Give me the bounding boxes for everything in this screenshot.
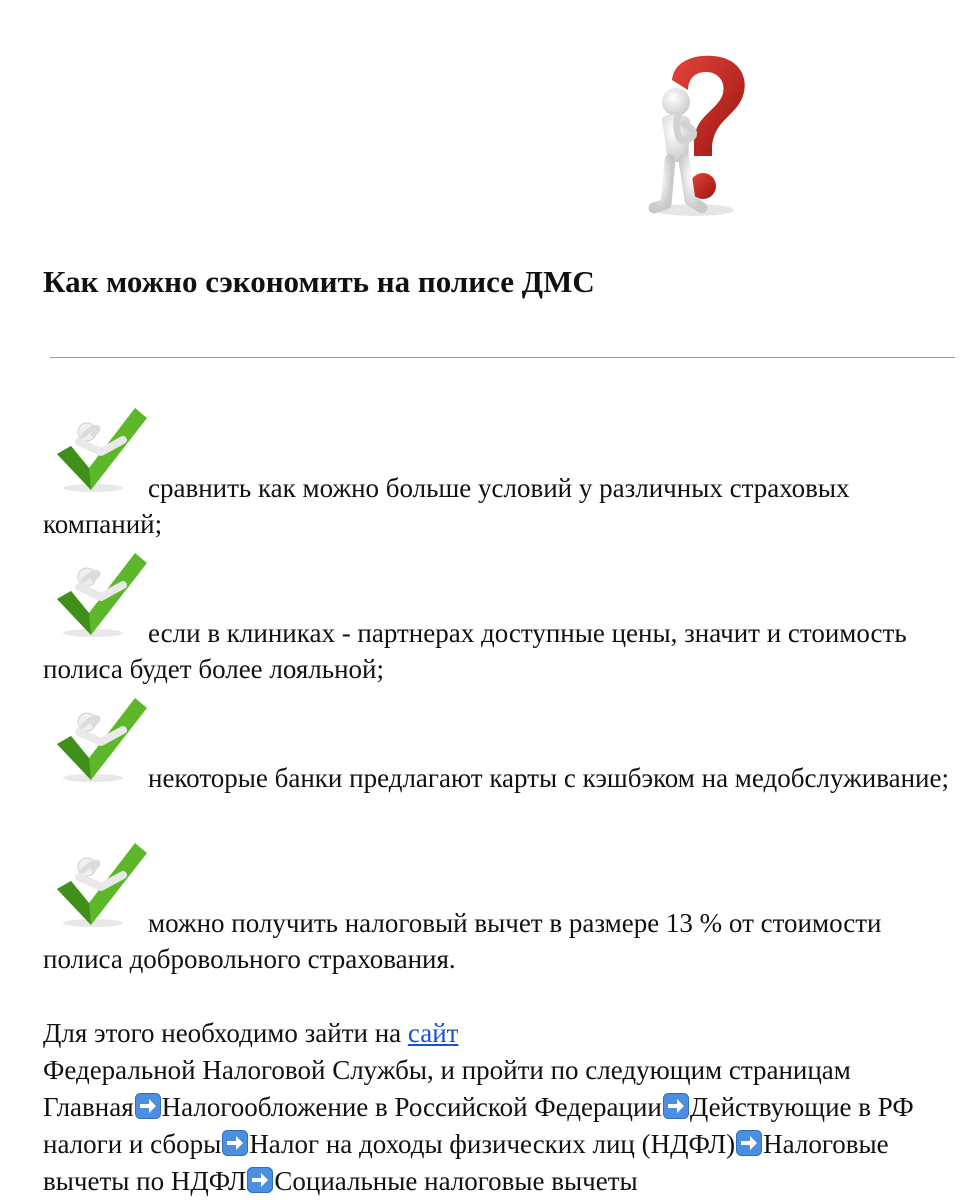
breadcrumb-step: Налогообложение в Российской Федерации [161, 1092, 662, 1122]
list-item [43, 547, 953, 692]
breadcrumb-step: Налоговые вычеты по НДФЛ [43, 1129, 889, 1196]
right-arrow-icon [135, 1093, 161, 1119]
tips-list [43, 402, 953, 982]
instructions-paragraph [43, 1015, 948, 1200]
breadcrumb-step: Социальные налоговые вычеты [274, 1166, 638, 1196]
divider [50, 357, 955, 358]
tip-text: сравнить как можно больше условий у различных страховых компаний; [43, 473, 850, 539]
tip-text: если в клиниках - партнерах доступные цены, значит и стоимость полиса будет более лояльной; [43, 618, 907, 684]
list-item [43, 692, 953, 837]
instructions-intro: Для этого необходимо зайти на [43, 1018, 408, 1048]
list-item [43, 402, 953, 547]
breadcrumb-step: Главная [43, 1092, 134, 1122]
breadcrumb-step: Налог на доходы физических лиц (НДФЛ) [249, 1129, 736, 1159]
breadcrumb-step: Действующие в РФ налоги и сборы [43, 1092, 914, 1159]
right-arrow-icon [736, 1130, 762, 1156]
right-arrow-icon [222, 1130, 248, 1156]
thinking-person-question-mark-icon [632, 50, 762, 220]
instructions-line: Федеральной Налоговой Службы, и пройти по следующим страницам [43, 1055, 851, 1085]
list-item [43, 837, 953, 982]
tip-text: некоторые банки предлагают карты с кэшбэком на медобслуживание; [148, 763, 949, 793]
right-arrow-icon [663, 1093, 689, 1119]
tip-text: можно получить налоговый вычет в размере 13 % от стоимости полиса добровольного страхования. [43, 908, 882, 974]
right-arrow-icon [247, 1167, 273, 1193]
fns-site-link[interactable]: сайт [407, 1018, 459, 1048]
page-title: Как можно сэкономить на полисе ДМС [43, 264, 595, 299]
